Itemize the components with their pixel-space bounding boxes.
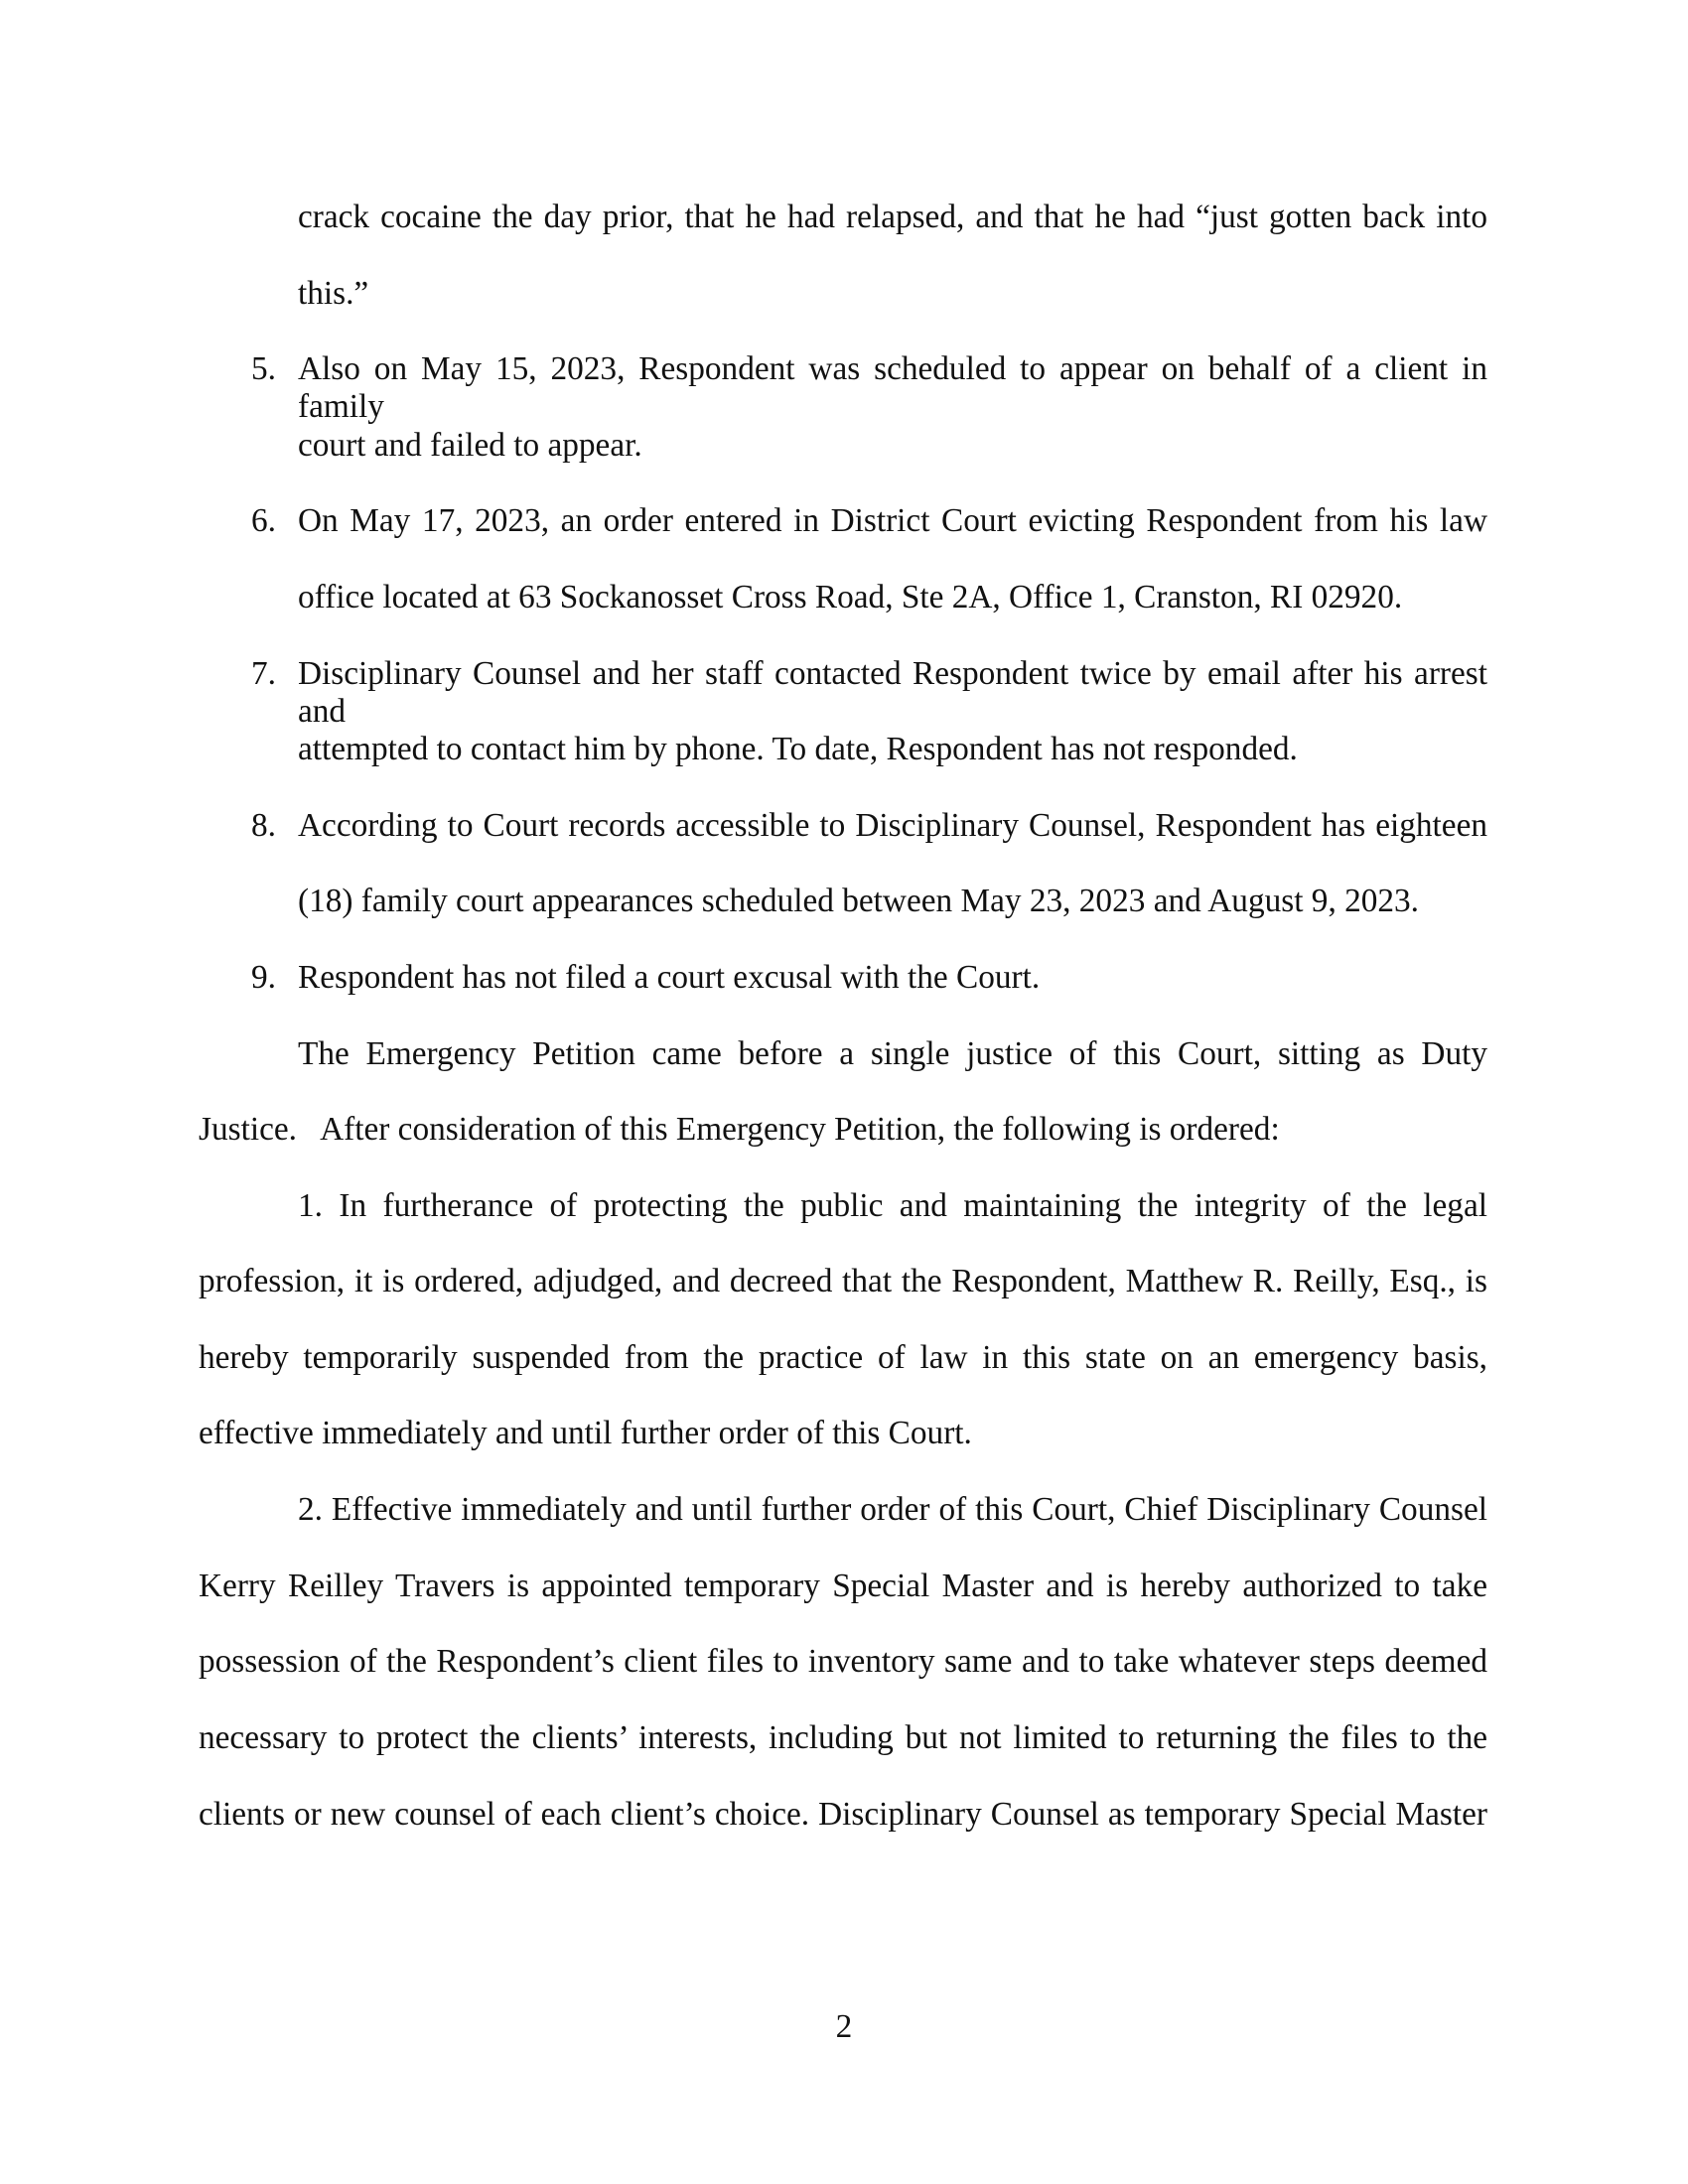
list-item-text: Respondent has not filed a court excusal with the Court. bbox=[298, 959, 1041, 996]
list-item-number: 9. bbox=[251, 959, 276, 996]
list-item-text: On May 17, 2023, an order entered in District Court evicting Respondent from his law bbox=[298, 502, 1487, 539]
list-item-number: 7. bbox=[251, 655, 276, 692]
text-line: crack cocaine the day prior, that he had relapsed, and that he had “just gotten back into bbox=[298, 199, 1487, 235]
list-item-text: Also on May 15, 2023, Respondent was scheduled to appear on behalf of a client in family bbox=[298, 350, 1487, 426]
order-paragraph-line: possession of the Respondent’s client files to inventory same and to take whatever steps deemed bbox=[199, 1643, 1487, 1680]
paragraph-line: Justice. After consideration of this Emergency Petition, the following is ordered: bbox=[199, 1111, 1280, 1148]
list-item-number: 5. bbox=[251, 350, 276, 387]
order-paragraph-line: necessary to protect the clients’ interests, including but not limited to returning the files to the bbox=[199, 1719, 1487, 1756]
list-item-text: Disciplinary Counsel and her staff contacted Respondent twice by email after his arrest and bbox=[298, 655, 1487, 731]
order-paragraph-line: profession, it is ordered, adjudged, and decreed that the Respondent, Matthew R. Reilly, Esq., is bbox=[199, 1263, 1487, 1299]
order-paragraph-line: hereby temporarily suspended from the practice of law in this state on an emergency basis, bbox=[199, 1339, 1487, 1376]
text-line: office located at 63 Sockanosset Cross Road, Ste 2A, Office 1, Cranston, RI 02920. bbox=[298, 579, 1403, 615]
text-line: court and failed to appear. bbox=[298, 427, 642, 464]
order-paragraph-line: effective immediately and until further order of this Court. bbox=[199, 1415, 972, 1451]
list-item-number: 6. bbox=[251, 502, 276, 539]
list-item-text: According to Court records accessible to Disciplinary Counsel, Respondent has eighteen bbox=[298, 807, 1487, 844]
order-paragraph-line: Kerry Reilley Travers is appointed temporary Special Master and is hereby authorized to take bbox=[199, 1568, 1487, 1604]
text-line: this.” bbox=[298, 275, 369, 312]
text-line: attempted to contact him by phone. To date, Respondent has not responded. bbox=[298, 731, 1298, 767]
list-item-number: 8. bbox=[251, 807, 276, 844]
order-paragraph-line: 2. Effective immediately and until further order of this Court, Chief Disciplinary Counsel bbox=[298, 1491, 1487, 1528]
page-number: 2 bbox=[835, 2008, 853, 2045]
text-line: (18) family court appearances scheduled between May 23, 2023 and August 9, 2023. bbox=[298, 883, 1420, 919]
paragraph-line: The Emergency Petition came before a single justice of this Court, sitting as Duty bbox=[298, 1035, 1487, 1072]
order-paragraph-line: clients or new counsel of each client’s choice. Disciplinary Counsel as temporary Special Master bbox=[199, 1796, 1487, 1833]
order-paragraph-line: 1. In furtherance of protecting the public and maintaining the integrity of the legal bbox=[298, 1187, 1487, 1224]
